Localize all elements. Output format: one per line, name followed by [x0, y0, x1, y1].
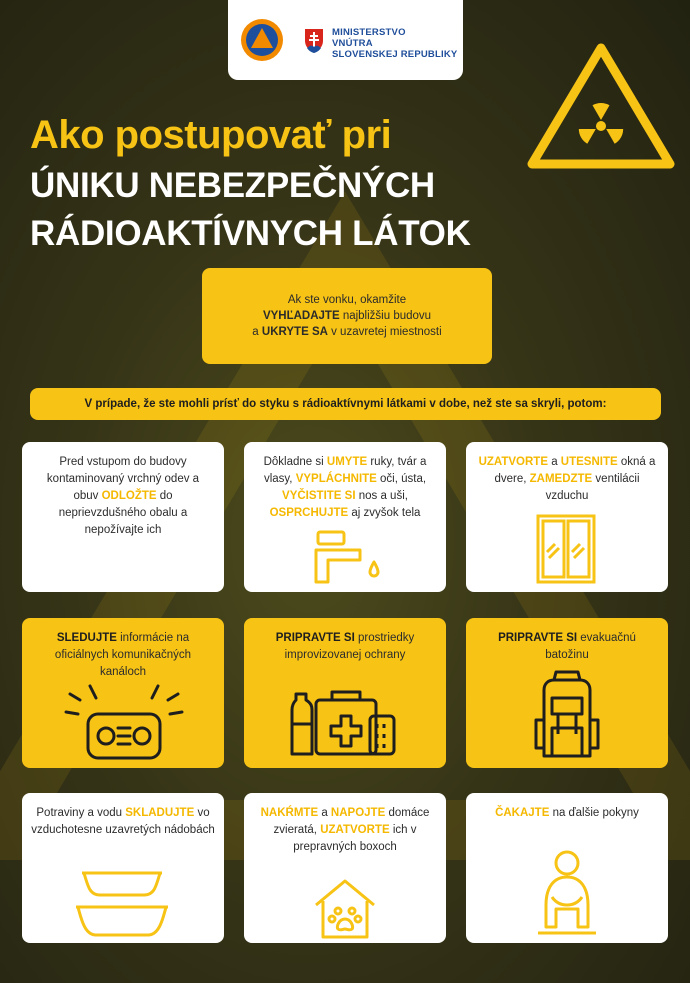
highlight-text: VYPLÁCHNITE [295, 473, 377, 485]
card-text-part: okná a dvere, [494, 456, 656, 485]
highlight-text: ČAKAJTE [495, 807, 550, 819]
card-store-food [22, 793, 224, 943]
seated-person-icon [532, 849, 602, 939]
highlight-text: PRIPRAVTE SI [275, 632, 355, 644]
intro-line-2: VYHĽADAJTE najbližšiu budovu [262, 310, 432, 322]
intro-box [202, 268, 492, 364]
highlight-text: SKLADUJTE [125, 807, 195, 819]
card-text [254, 630, 436, 664]
backpack-icon [534, 670, 600, 760]
header-logos [228, 0, 463, 80]
radio-icon [62, 684, 186, 764]
title-line-3: RÁDIOAKTÍVNYCH LÁTOK [30, 214, 471, 253]
card-text-part: informácie na oficiálnych komunikačných kanáloch [54, 632, 192, 678]
card-protection-supplies [244, 618, 446, 768]
highlight-text: NAKŔMTE [260, 807, 319, 819]
highlight-text: PRIPRAVTE SI [498, 632, 578, 644]
card-wait [466, 793, 668, 943]
bowls-icon [74, 867, 170, 939]
window-icon [536, 514, 596, 584]
card-text-part: a [548, 456, 561, 468]
card-text [478, 630, 656, 664]
card-text [36, 454, 210, 539]
card-text-part: vo vzduchotesne uzavretých nádobách [31, 807, 215, 836]
highlight-text: NAPOJTE [330, 807, 386, 819]
title-line-2: ÚNIKU NEBEZPEČNÝCH [30, 166, 435, 205]
instruction-band: V prípade, že ste mohli prísť do styku s rádioaktívnymi látkami v dobe, než ste sa skryli, potom: [30, 388, 661, 420]
civil-protection-logo [240, 18, 284, 62]
highlight-text: SLEDUJTE [56, 632, 117, 644]
card-text-part: a [318, 807, 331, 819]
card-text [36, 630, 210, 681]
card-text [28, 805, 218, 839]
highlight-text: UTESNITE [560, 456, 618, 468]
card-text [254, 805, 436, 856]
card-text-part: evakuačnú batožinu [545, 632, 636, 661]
highlight-text: UMYTE [326, 456, 368, 468]
card-text-part: oči, ústa, [376, 473, 427, 485]
card-text-part: nos a uši, [355, 490, 408, 502]
pet-house-icon [314, 879, 376, 939]
highlight-text: VYČISTITE SI [282, 490, 356, 502]
card-text-part: domáce zvieratá, [273, 807, 430, 836]
title-line-1: Ako postupovať pri [30, 113, 392, 157]
intro-line-3: a UKRYTE SA v uzavretej miestnosti [252, 326, 442, 338]
radiation-warning-icon [526, 40, 676, 170]
card-wash [244, 442, 446, 592]
card-text-part: Potraviny a vodu [36, 807, 126, 819]
card-follow-info [22, 618, 224, 768]
card-text [478, 454, 656, 505]
highlight-text: UZATVORTE [320, 824, 390, 836]
highlight-text: UZATVORTE [478, 456, 548, 468]
card-text-part: aj zvyšok tela [348, 507, 421, 519]
highlight-text: ODLOŽTE [101, 490, 157, 502]
card-text-part: Dôkladne si [263, 456, 327, 468]
card-remove-clothing [22, 442, 224, 592]
ministry-name: MINISTERSTVO VNÚTRA SLOVENSKEJ REPUBLIKY [332, 27, 458, 60]
card-evac-bag [466, 618, 668, 768]
highlight-text: OSPRCHUJTE [269, 507, 349, 519]
card-text-part: do neprievzdušného obalu a nepožívajte ich [58, 490, 188, 536]
highlight-text: ZAMEDZTE [529, 473, 593, 485]
card-seal-windows [466, 442, 668, 592]
card-text-part: na ďalšie pokyny [549, 807, 639, 819]
card-text [478, 805, 656, 822]
card-text-part: ruky, tvár a vlasy, [263, 456, 427, 485]
card-text-part: prostriedky improvizovanej ochrany [284, 632, 415, 661]
first-aid-kit-icon [284, 680, 408, 760]
card-pets [244, 793, 446, 943]
intro-line-1: Ak ste vonku, okamžite [287, 294, 407, 306]
slovak-crest-icon [304, 28, 324, 54]
sink-icon [314, 528, 380, 584]
card-text-part: Pred vstupom do budovy kontaminovaný vrchný odev a obuv [46, 456, 200, 502]
card-text [254, 454, 436, 522]
card-text-part: ventilácii vzduchu [545, 473, 640, 502]
card-text-part: ich v prepravných boxoch [293, 824, 417, 853]
